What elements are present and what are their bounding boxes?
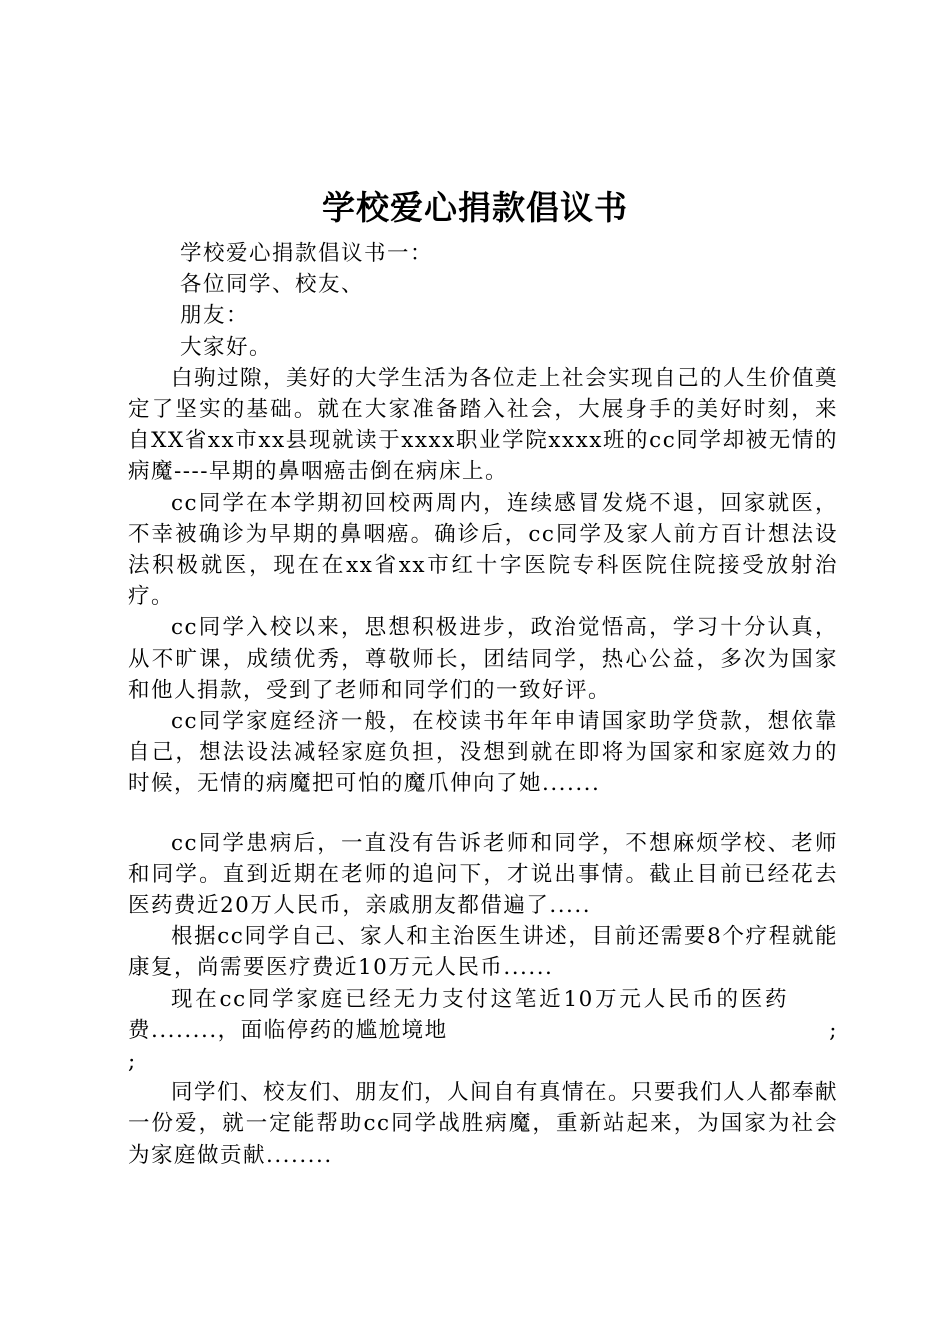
- intro-line: 朋友：: [180, 303, 250, 329]
- paragraph: 根据cc同学自己、家人和主治医生讲述，目前还需要8个疗程就能康复，尚需要医疗费近10万元人民币......: [128, 924, 838, 981]
- paragraph-gap: [128, 800, 838, 828]
- paragraph: cc同学家庭经济一般，在校读书年年申请国家助学贷款，想依靠自己，想法设法减轻家庭负担，没想到就在即将为国家和家庭效力的时候，无情的病魔把可怕的魔爪伸向了她.......: [128, 709, 838, 797]
- paragraph-with-trailing-semicolon: [128, 984, 838, 1046]
- intro-line: 大家好。: [180, 334, 273, 360]
- intro-line: 各位同学、校友、: [180, 272, 365, 298]
- semicolon-mark: ;: [829, 1017, 838, 1043]
- paragraph: 白驹过隙，美好的大学生活为各位走上社会实现自己的人生价值奠定了坚实的基础。就在大家准备踏入社会，大展身手的美好时刻，来自XX省xx市xx县现就读于xxxx职业学院xxxx班的cc同学却被无情的病魔----早期的鼻咽癌击倒在病床上。: [128, 365, 839, 485]
- document-body: [128, 238, 838, 1171]
- paragraph: 同学们、校友们、朋友们，人间自有真情在。只要我们人人都奉献一份爱，就一定能帮助cc同学战胜病魔，重新站起来，为国家为社会为家庭做贡献........: [128, 1080, 839, 1168]
- document-title: 学校爱心捐款倡议书: [322, 188, 628, 227]
- paragraph: cc同学患病后，一直没有告诉老师和同学，不想麻烦学校、老师和同学。直到近期在老师的追问下，才说出事情。截止目前已经花去医药费近20万人民币，亲戚朋友都借遍了.....: [128, 830, 838, 919]
- intro-line: 学校爱心捐款倡议书一：: [180, 241, 434, 266]
- paragraph: 现在cc同学家庭已经无力支付这笔近10万元人民币的医药费........，面临停药的尴尬境地: [128, 986, 788, 1043]
- semicolon-mark: ;: [128, 1049, 137, 1075]
- paragraph: cc同学在本学期初回校两周内，连续感冒发烧不退，回家就医，不幸被确诊为早期的鼻咽癌。确诊后，cc同学及家人前方百计想法设法积极就医，现在在xx省xx市红十字医院专科医院住院接受放射治疗。: [128, 490, 838, 610]
- paragraph: cc同学入校以来，思想积极进步，政治觉悟高，学习十分认真，从不旷课，成绩优秀，尊敬师长，团结同学，热心公益，多次为国家和他人捐款，受到了老师和同学们的一致好评。: [128, 615, 838, 703]
